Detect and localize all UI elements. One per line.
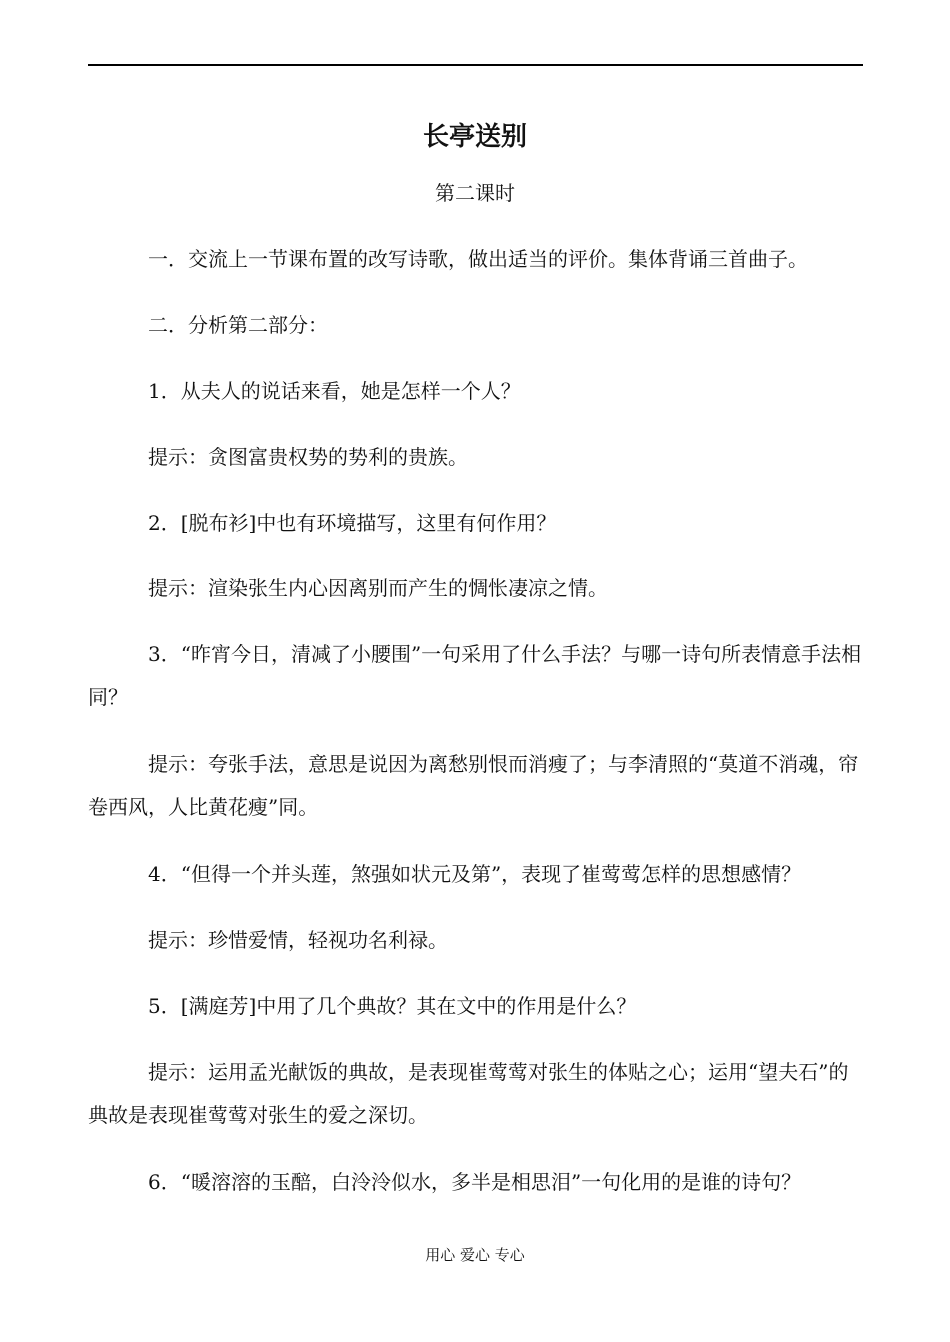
question-5: 5．[满庭芳]中用了几个典故？其在文中的作用是什么？	[148, 994, 637, 1018]
hint-2: 提示：渲染张生内心因离别而产生的惆怅凄凉之情。	[148, 576, 608, 600]
document-title: 长亭送别	[422, 122, 527, 152]
question-6: 6．“暖溶溶的玉醅，白泠泠似水，多半是相思泪”一句化用的是谁的诗句？	[148, 1170, 802, 1194]
question-1: 1．从夫人的说话来看，她是怎样一个人？	[148, 379, 521, 403]
question-4: 4．“但得一个并头莲，煞强如状元及第”，表现了崔莺莺怎样的思想感情？	[148, 862, 802, 886]
paragraph-2: 二．分析第二部分：	[148, 313, 328, 337]
question-3: 3．“昨宵今日，清减了小腰围”一句采用了什么手法？与哪一诗句所表情意手法相同？	[88, 642, 862, 709]
question-2: 2．[脱布衫]中也有环境描写，这里有何作用？	[148, 511, 557, 535]
header-rule	[88, 64, 863, 66]
hint-4: 提示：珍惜爱情，轻视功名利禄。	[148, 928, 448, 952]
page-footer: 用心 爱心 专心	[425, 1246, 525, 1264]
hint-3: 提示：夸张手法，意思是说因为离愁别恨而消瘦了；与李清照的“莫道不消魂，帘卷西风，人比黄花瘦”同。	[88, 752, 859, 819]
document-subtitle: 第二课时	[435, 181, 515, 205]
hint-5: 提示：运用孟光献饭的典故，是表现崔莺莺对张生的体贴之心；运用“望夫石”的典故是表现崔莺莺对张生的爱之深切。	[88, 1060, 849, 1127]
hint-1: 提示：贪图富贵权势的势利的贵族。	[148, 445, 468, 469]
paragraph-1: 一．交流上一节课布置的改写诗歌，做出适当的评价。集体背诵三首曲子。	[148, 247, 808, 271]
